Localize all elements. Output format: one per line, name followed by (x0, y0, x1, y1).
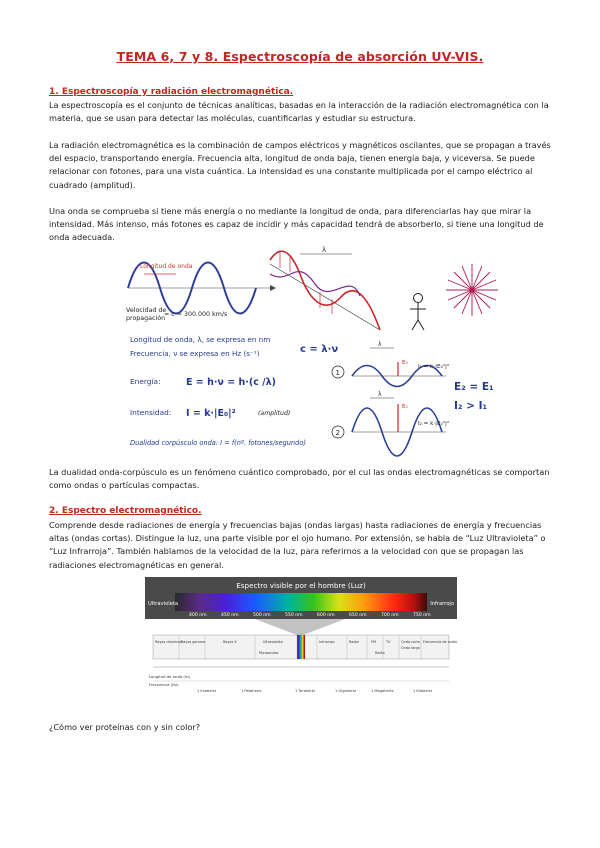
page-title: TEMA 6, 7 y 8. Espectroscopía de absorción UV-VIS. (116, 49, 484, 64)
band-label: Rayos cósmicos (155, 640, 182, 644)
lambda-label-2: λ (378, 391, 382, 398)
c-formula: c = λ·ν (300, 344, 339, 355)
tick-label: 550 nm (285, 613, 303, 618)
section-1-paragraph-3: Una onda se comprueba si tiene más energía o no mediante la longitud de onda, para diferenciarlas hay que mirar la intensidad. Más intenso, más fotones es capaz de incidir y más capacidad tendrá de absorberlo, si tiene una longitud de onda adecuada. (49, 206, 544, 243)
tick-label: 650 nm (349, 613, 367, 618)
e0-label-1: E₀ (402, 360, 408, 366)
frequency-group-label: 1 Gigahertz (335, 689, 356, 693)
em-wave-lambda: λ (322, 246, 327, 254)
tick-label: 400 nm (189, 613, 207, 618)
frequency-group-label: 1 Petahertz (241, 689, 262, 693)
frequency-group-label: 1 Terahertz (295, 689, 316, 693)
i2-formula: I₂ = k·|E₀²|² (418, 421, 450, 427)
lambda-label-1: λ (378, 341, 382, 348)
energy-label: Energía: (130, 377, 161, 386)
frequency-group-label: 1 Megahertz (371, 689, 394, 693)
frequency-row: Frecuencia, ν se expresa en Hz (s⁻¹) (130, 349, 260, 358)
section-2-heading: 2. Espectro electromagnético. (49, 506, 202, 516)
tick-label: 750 nm (413, 613, 431, 618)
section-1-paragraph-1: La espectroscopía es el conjunto de técnicas analíticas, basadas en la interacción de la radiación electromagnética con la materia, que se usan para detectar las moléculas, cuantificarlas y estudiar su estructura. (49, 100, 549, 124)
frequency-group-label: 1 Exahertz (197, 689, 217, 693)
frequency-group-label: 1 Kilohertz (413, 689, 433, 693)
simple-wave-diagram (126, 263, 276, 323)
wave-energy-figure (120, 244, 520, 459)
velocity-label-1: Velocidad de (126, 307, 167, 314)
band-label: Rayos X (223, 640, 237, 644)
band-label: Onda corta (401, 640, 420, 644)
velocity-value: = c = 300.000 km/s (164, 311, 228, 318)
ir-label: Infrarrojo (430, 601, 454, 607)
intensity-greater-label: I₂ > I₁ (454, 400, 488, 412)
band-label: Ultravioleta (263, 640, 283, 644)
wavelength-axis-label: Longitud de onda (m) (149, 674, 191, 679)
tick-label: 600 nm (317, 613, 335, 618)
band-label: Onda larga (401, 646, 420, 650)
band-label: Frecuencia de audio (423, 640, 457, 644)
section-2-paragraph-1: Comprende desde radiaciones de energía y frecuencias bajas (ondas largas) hasta radiaciones de energía y frecuencias altas (ondas cortas). Distingue la luz, una parte visible por el ojo humano. Por extensión, se habla de “Luz Ultravioleta” o “Luz Infrarroja”. También hablamos de la velocidad de la luz, para referirnos a la velocidad con que se propagan las radiaciones electromagnéticas en general. (49, 520, 546, 570)
section-1-heading: 1. Espectroscopía y radiación electromagnética. (49, 87, 294, 97)
frequency-axis-label: Frecuencia (Hz) (149, 682, 179, 687)
closing-question: ¿Cómo ver proteínas con y sin color? (49, 722, 201, 732)
section-1-paragraph-4: La dualidad onda-corpúsculo es un fenómeno cuántico comprobado, por el cul las ondas electromagnéticas se comportan como ondas o partículas compactas. (49, 467, 550, 491)
energy-formula: E = h·ν = h·(c /λ) (186, 377, 276, 388)
marker-2: 2 (335, 429, 340, 437)
e0-label-2: E₀ (402, 404, 408, 410)
intensity-formula: I = k·|E₀|² (186, 408, 236, 419)
tick-label: 500 nm (253, 613, 271, 618)
wave-length-label: Longitud de onda (140, 263, 193, 270)
wavelength-row: Longitud de onda, λ, se expresa en nm (130, 335, 271, 344)
section-1-paragraph-2: La radiación electromagnética es la combinación de campos eléctricos y magnéticos oscilantes, que se propagan a través del espacio, transportando energía. Frecuencia alta, longitud de onda baja, tienen energía baja, y viceversa. Se puede relacionar con fotones, para una vista cuántica. La intensidad es una constante multiplicada por el campo eléctrico al cuadrado (amplitud). (49, 140, 551, 190)
tick-label: 450 nm (221, 613, 239, 618)
velocity-label-2: propagación (126, 315, 166, 322)
intensity-label: Intensidad: (130, 408, 172, 417)
band-label: Radar (349, 640, 359, 644)
band-label: Infrarrojo (319, 640, 335, 644)
tick-label: 700 nm (381, 613, 399, 618)
polarization-star-diagram (446, 264, 498, 316)
band-label: FM (371, 640, 376, 644)
intensity-comparison-diagram (332, 341, 494, 456)
uv-label: Ultravioleta (148, 601, 179, 607)
em-wave-3d-diagram (270, 246, 426, 330)
visible-slice (297, 635, 305, 659)
sub-band-label: Radio (375, 651, 385, 655)
spectrum-title: Espectro visible por el hombre (Luz) (236, 581, 366, 590)
marker-1: 1 (335, 369, 340, 377)
i1-formula: I₁ = k·|E₀¹|² (418, 364, 450, 370)
band-label: Rayos gamma (181, 640, 206, 644)
electromagnetic-spectrum-figure (145, 577, 457, 695)
band-label: TV (386, 640, 391, 644)
sub-band-label: Microondas (259, 651, 279, 655)
visible-spectrum-bar (175, 593, 427, 611)
intensity-note: (amplitud) (258, 410, 291, 417)
energy-equal-label: E₂ = E₁ (454, 381, 494, 393)
spectrum-funnel (255, 619, 345, 635)
duality-label: Dualidad corpúsculo onda: I = f(nº. fotones/segundo) (130, 439, 306, 447)
